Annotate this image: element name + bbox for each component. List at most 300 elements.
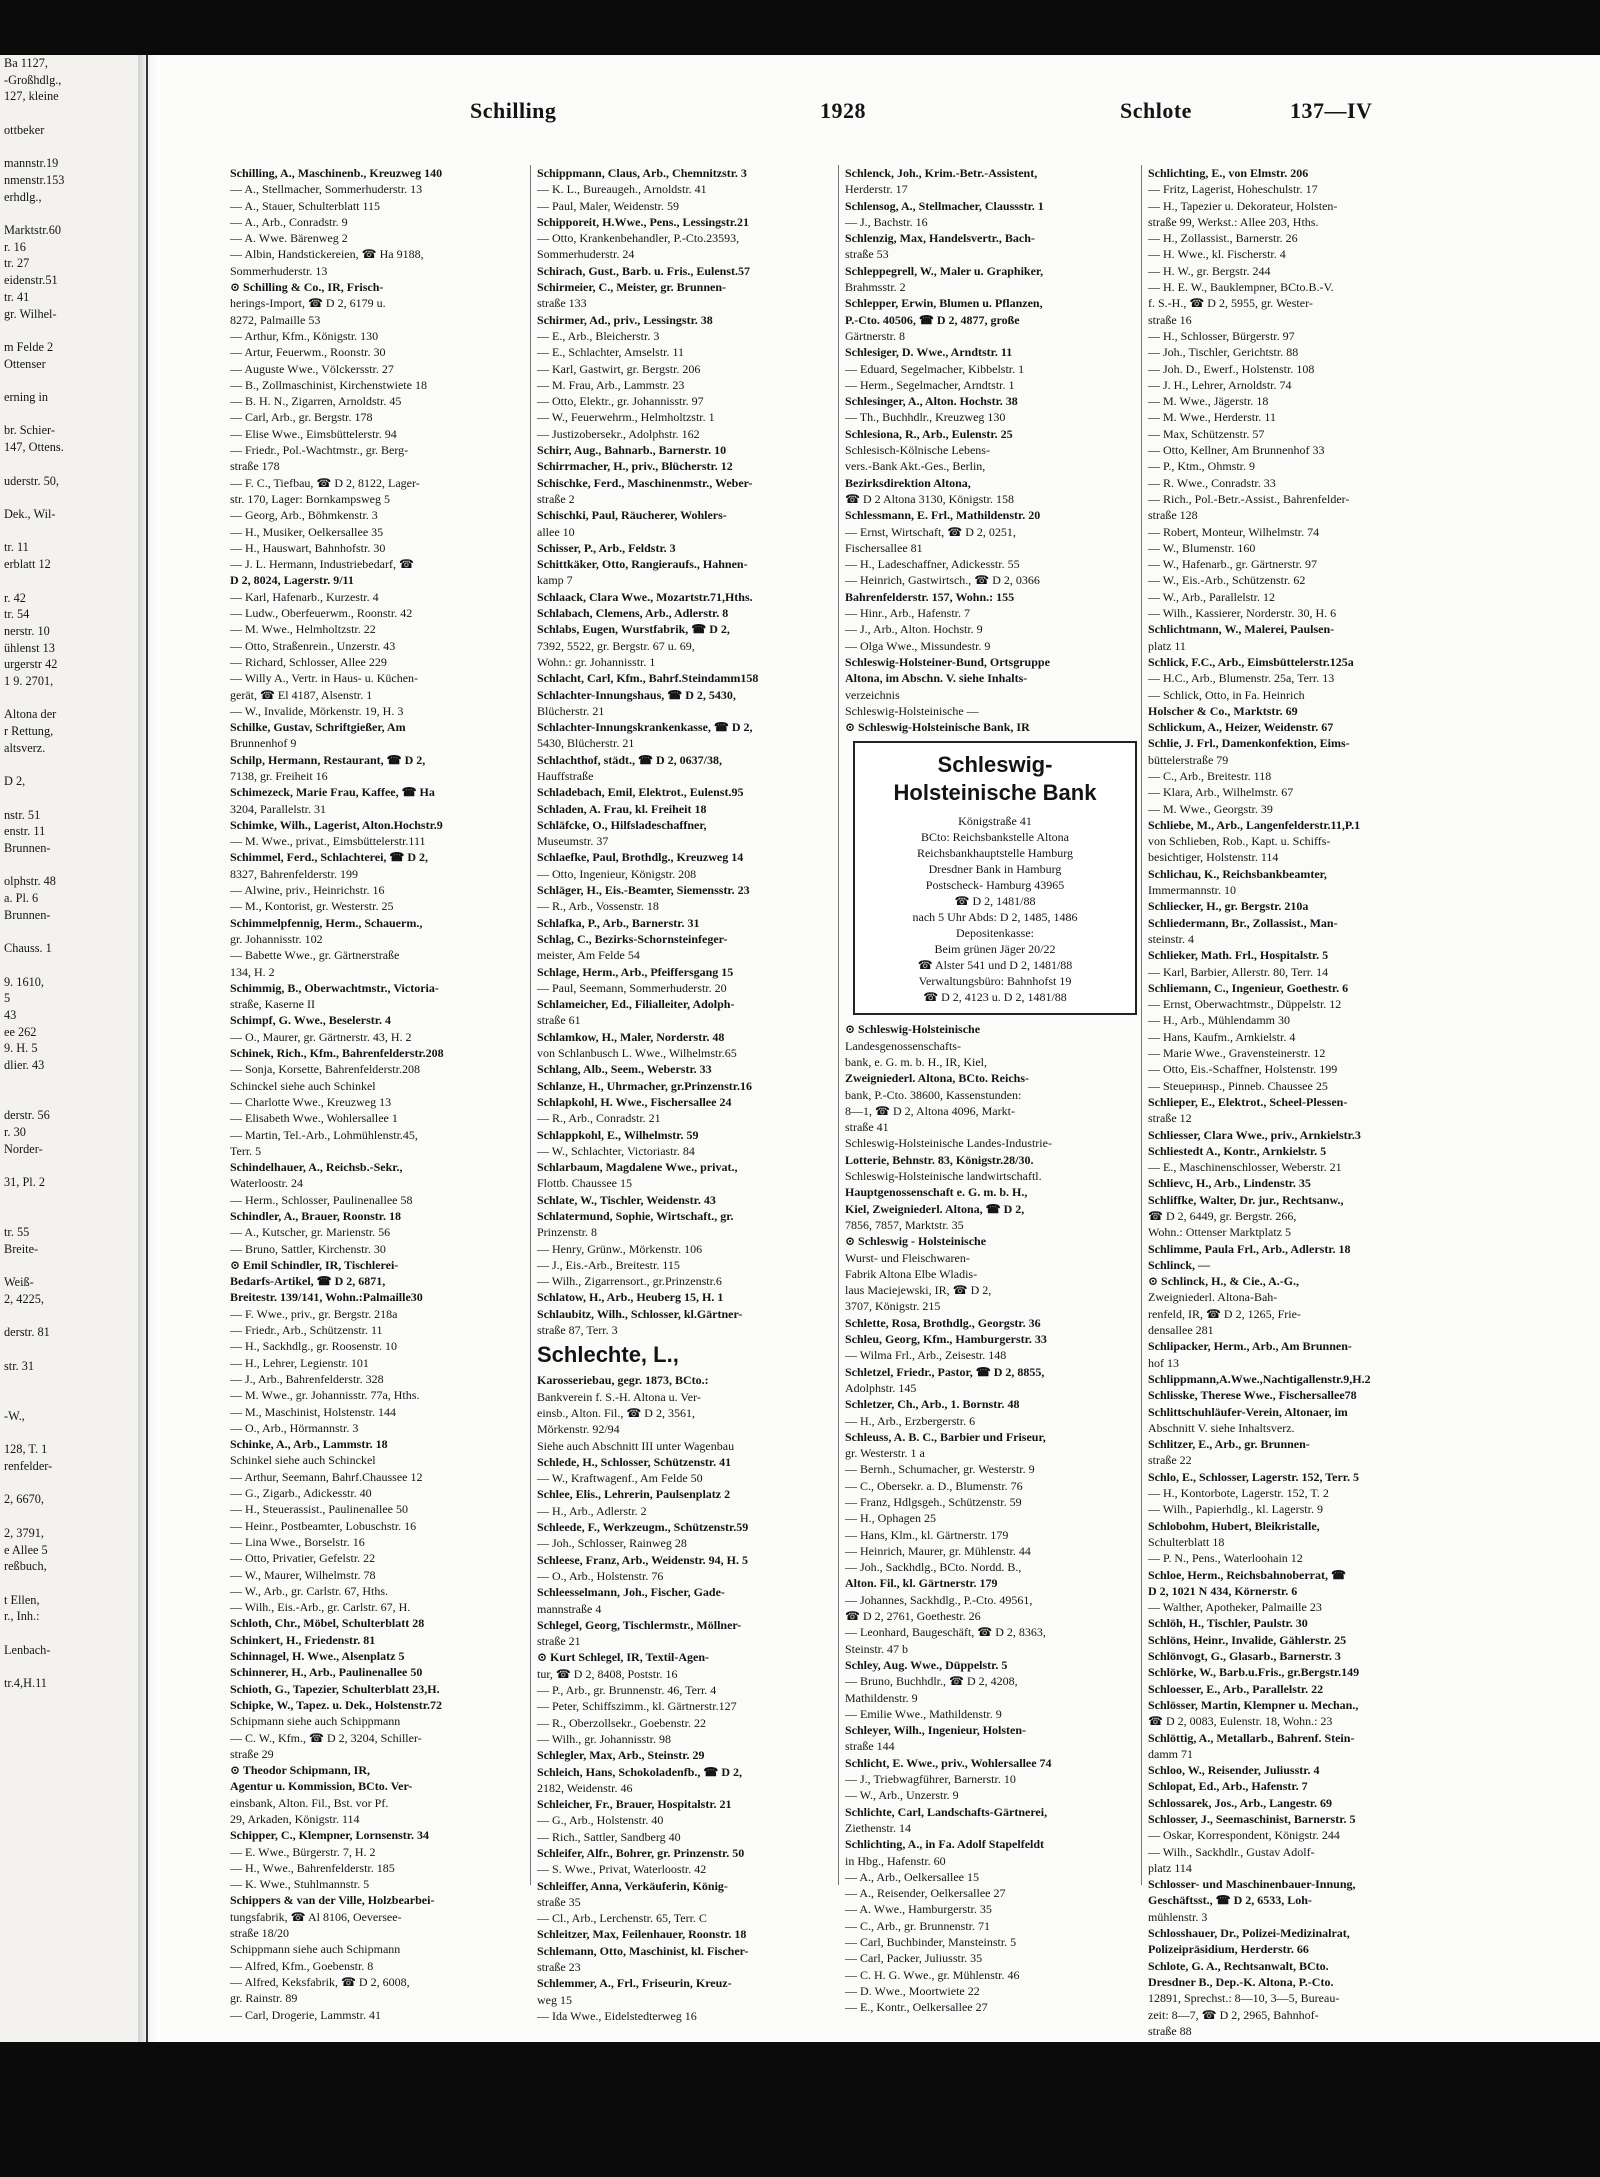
directory-entry-line: 8272, Palmaille 53 <box>230 312 321 327</box>
directory-entry-line: Schläfcke, O., Hilfsladeschaffner, <box>537 817 707 832</box>
directory-entry-line: Schleswig-Holsteinische — <box>845 703 979 718</box>
directory-entry-line: — Steueринsp., Pinneb. Chaussee 25 <box>1148 1078 1328 1093</box>
directory-entry-line: — O., Arb., Holstenstr. 76 <box>537 1568 664 1583</box>
directory-entry-line: Schirrmacher, H., priv., Blücherstr. 12 <box>537 459 733 474</box>
directory-entry-line: — Carl, Drogerie, Lammstr. 41 <box>230 2007 381 2022</box>
directory-entry-line: — W., Arb., Unzerstr. 9 <box>845 1788 959 1803</box>
directory-entry-line: Wohn.: gr. Johannisstr. 1 <box>537 654 656 669</box>
directory-entry-line: Schleswig-Holsteinische landwirtschaftl. <box>845 1169 1042 1184</box>
facing-page-text-fragment: m Felde 2 <box>4 339 54 354</box>
facing-page-text-fragment <box>0 1475 138 1492</box>
directory-entry-line: Schirach, Gust., Barb. u. Fris., Eulenst.57 <box>537 263 751 278</box>
facing-page-text-fragment: D 2, <box>4 774 26 789</box>
directory-entry-line: Gärtnerstr. 8 <box>845 328 905 343</box>
facing-page-text-fragment: -Großhdlg., <box>4 72 62 87</box>
directory-entry-line: platz 114 <box>1148 1860 1192 1875</box>
directory-entry-line: Schladen, A. Frau, kl. Freiheit 18 <box>537 801 707 816</box>
facing-page-text-fragment <box>0 1575 138 1592</box>
directory-entry-line: Schlobohm, Hubert, Bleikristalle, <box>1148 1518 1320 1533</box>
running-head-last-entry: Schlote <box>1120 98 1192 123</box>
directory-entry-line: 3707, Königstr. 215 <box>845 1299 941 1314</box>
directory-entry-line: — O., Arb., Hörmannstr. 3 <box>230 1420 359 1435</box>
directory-entry-line: — Marie Wwe., Gravensteinerstr. 12 <box>1148 1046 1326 1061</box>
facing-page-text-fragment: 43 <box>4 1008 17 1023</box>
directory-column-1 <box>230 165 530 2023</box>
directory-entry-line: renfeld, IR, ☎ D 2, 1265, Frie- <box>1148 1306 1301 1321</box>
directory-entry-line: — Bruno, Buchhdlr., ☎ D 2, 4208, <box>845 1674 1018 1689</box>
directory-entry-line: herings-Import, ☎ D 2, 6179 u. <box>230 296 386 311</box>
directory-entry-line: Lotterie, Behnstr. 83, Königstr.28/30. <box>845 1152 1034 1167</box>
directory-entry-line: — Ida Wwe., Eidelstedterweg 16 <box>537 2008 697 2023</box>
directory-entry-line: Mörkenstr. 92/94 <box>537 1422 620 1437</box>
facing-page-text-fragment <box>0 489 138 506</box>
directory-entry-line: Landesgenossenschafts- <box>845 1038 961 1053</box>
directory-entry-line: — E., Schlachter, Amselstr. 11 <box>537 345 685 360</box>
directory-entry-line: 3204, Parallelstr. 31 <box>230 801 326 816</box>
directory-entry-line: — Karl, Gastwirt, gr. Bergstr. 206 <box>537 361 701 376</box>
facing-page-text-fragment: erblatt 12 <box>4 557 51 572</box>
facing-page-text-fragment: mannstr.19 <box>4 156 59 171</box>
directory-entry-line: Schlette, Rosa, Brothdlg., Georgstr. 36 <box>845 1315 1041 1330</box>
running-head-first-entry: Schilling <box>470 98 557 123</box>
facing-page-text-fragment <box>0 573 138 590</box>
directory-entry-line: Schisser, P., Arb., Feldstr. 3 <box>537 540 676 555</box>
directory-entry-line: Schlichting, E., von Elmstr. 206 <box>1148 166 1309 180</box>
directory-entry-line: Schippmann siehe auch Schipmann <box>230 1942 401 1957</box>
directory-entry-line: Schleesselmann, Joh., Fischer, Gade- <box>537 1585 725 1600</box>
facing-page-text-fragment: olphstr. 48 <box>4 874 56 889</box>
directory-entry-line: — A., Arb., Oelkersallee 15 <box>845 1869 979 1884</box>
facing-page-text-fragment: 147, Ottens. <box>4 440 64 455</box>
directory-entry-line: platz 11 <box>1148 638 1186 653</box>
ad-title-line: Schleswig- <box>937 752 1053 778</box>
directory-entry-line: straße 18/20 <box>230 1926 289 1941</box>
directory-entry-line: Schimpf, G. Wwe., Beselerstr. 4 <box>230 1013 391 1028</box>
directory-entry-line: Schlessmann, E. Frl., Mathildenstr. 20 <box>845 508 1041 523</box>
directory-entry-line: gr. Johannisstr. 102 <box>230 931 323 946</box>
directory-entry-line: — Karl, Hafenarb., Kurzestr. 4 <box>230 589 379 604</box>
facing-page-text-fragment <box>0 1208 138 1225</box>
directory-entry-line: — Ludw., Oberfeuerwm., Roonstr. 42 <box>230 606 413 621</box>
facing-page-text-fragment: nmenstr.153 <box>4 172 65 187</box>
directory-entry-line: Schinkel siehe auch Schinckel <box>230 1453 376 1468</box>
directory-entry-line: 2182, Weidenstr. 46 <box>537 1780 633 1795</box>
directory-entry-line: — H., Arb., Mühlendamm 30 <box>1148 1013 1290 1028</box>
directory-entry-line: Adolphstr. 145 <box>845 1380 917 1395</box>
directory-entry-line: Steinstr. 47 b <box>845 1641 909 1656</box>
directory-entry-line: — Wilh., Eis.-Arb., gr. Carlstr. 67, H. <box>230 1600 411 1615</box>
directory-entry-line: — Sonja, Korsette, Bahrenfelderstr.208 <box>230 1062 420 1077</box>
directory-entry-line: — A., Kutscher, gr. Marienstr. 56 <box>230 1225 391 1240</box>
directory-entry-line: Karosseriebau, gegr. 1873, BCto.: <box>537 1373 709 1388</box>
directory-entry-line: Blücherstr. 21 <box>537 703 605 718</box>
directory-entry-line: — J. L. Hermann, Industriebedarf, ☎ <box>230 557 414 572</box>
directory-entry-line: — E., Maschinenschlosser, Weberstr. 21 <box>1148 1160 1342 1175</box>
ad-line: BCto: Reichsbankstelle Altona <box>921 830 1069 845</box>
facing-page-text-fragment: r., Inh.: <box>4 1609 40 1624</box>
directory-entry-line: Schilling, A., Maschinenb., Kreuzweg 140 <box>230 166 443 180</box>
facing-page-text-fragment <box>0 1191 138 1208</box>
directory-entry-line: Schlöns, Heinr., Invalide, Gählerstr. 25 <box>1148 1632 1347 1647</box>
directory-entry-line: — Klara, Arb., Wilhelmstr. 67 <box>1148 785 1294 800</box>
directory-entry-line: — K. Wwe., Stuhlmannstr. 5 <box>230 1877 370 1892</box>
directory-entry-line: — Robert, Monteur, Wilhelmstr. 74 <box>1148 524 1320 539</box>
directory-entry-line: — Herm., Segelmacher, Arndtstr. 1 <box>845 377 1015 392</box>
directory-entry-line: Schlatermund, Sophie, Wirtschaft., gr. <box>537 1209 734 1223</box>
facing-page-text-fragment <box>0 1659 138 1676</box>
ad-line: Beim grünen Jäger 20/22 <box>934 942 1056 957</box>
facing-page-text-fragment: 2, 3791, <box>4 1525 44 1540</box>
directory-entry-line: Schinek, Rich., Kfm., Bahrenfelderstr.208 <box>230 1046 444 1061</box>
directory-entry-line: — R., Arb., Vossenstr. 18 <box>537 899 659 914</box>
directory-entry-line: Agentur u. Kommission, BCto. Ver- <box>230 1779 413 1794</box>
directory-entry-line: — J. H., Lehrer, Arnoldstr. 74 <box>1148 377 1292 392</box>
directory-entry-line: — Richard, Schlosser, Allee 229 <box>230 654 387 669</box>
facing-page-text-fragment: 2, 6670, <box>4 1492 44 1507</box>
facing-page-text-fragment: derstr. 81 <box>4 1325 50 1340</box>
directory-entry-line: — Friedr., Pol.-Wachtmstr., gr. Berg- <box>230 443 409 458</box>
directory-entry-line: in Hbg., Hafenstr. 60 <box>845 1853 946 1868</box>
ad-line: Königstraße 41 <box>958 814 1032 829</box>
facing-page-text-fragment: tr. 27 <box>4 256 30 271</box>
directory-entry-line: 7392, 5522, gr. Bergstr. 67 u. 69, <box>537 638 695 653</box>
running-head-year: 1928 <box>820 98 866 123</box>
facing-page-text-fragment: r. 16 <box>4 239 26 254</box>
directory-entry-line: Schimmig, B., Oberwachtmstr., Victoria- <box>230 980 439 995</box>
directory-entry-line: Schlipacker, Herm., Arb., Am Brunnen- <box>1148 1339 1352 1354</box>
directory-entry-line: Holscher & Co., Marktstr. 69 <box>1148 703 1298 718</box>
facing-page-text-fragment: 9. 1610, <box>4 974 44 989</box>
directory-entry-line: Schischki, Paul, Räucherer, Wohlers- <box>537 508 727 523</box>
directory-entry-line: ⊙ Schilling & Co., IR, Frisch- <box>230 280 384 295</box>
directory-entry-line: — Charlotte Wwe., Kreuzweg 13 <box>230 1094 392 1109</box>
directory-entry-line: straße 133 <box>537 296 587 311</box>
directory-entry-line: — Otto, Straßenrein., Unzerstr. 43 <box>230 638 396 653</box>
directory-entry-line: — M. Wwe., Herderstr. 11 <box>1148 410 1276 425</box>
facing-page-text-fragment <box>0 924 138 941</box>
directory-entry-line: laus Maciejewski, IR, ☎ D 2, <box>845 1283 992 1298</box>
directory-entry-line: Wurst- und Fleischwaren- <box>845 1250 970 1265</box>
directory-entry-line: — Elise Wwe., Eimsbüttelerstr. 94 <box>230 426 397 441</box>
facing-page-text-fragment <box>0 1391 138 1408</box>
facing-page-text-fragment: Altona der <box>4 707 57 722</box>
directory-entry-line: — J., Eis.-Arb., Breitestr. 115 <box>537 1257 680 1272</box>
directory-entry-line: — Wilh., gr. Johannisstr. 98 <box>537 1731 671 1746</box>
directory-entry-line: hof 13 <box>1148 1355 1179 1370</box>
directory-entry-line: — Hans, Kaufm., Arnkielstr. 4 <box>1148 1029 1296 1044</box>
directory-entry-line: — G., Arb., Holstenstr. 40 <box>537 1813 664 1828</box>
directory-entry-line: Schlimme, Paula Frl., Arb., Adlerstr. 18 <box>1148 1241 1351 1256</box>
directory-column-2 <box>537 165 837 2024</box>
directory-entry-line: — H., Ladeschaffner, Adickesstr. 55 <box>845 557 1020 572</box>
directory-entry-line: — Wilh., Sackhdlr., Gustav Adolf- <box>1148 1844 1315 1859</box>
directory-entry-line: Schlabach, Clemens, Arb., Adlerstr. 8 <box>537 606 729 621</box>
directory-entry-line: Brahmsstr. 2 <box>845 280 906 295</box>
directory-entry-line: Schulterblatt 18 <box>1148 1534 1225 1549</box>
directory-entry-line: — F. Wwe., priv., gr. Bergstr. 218a <box>230 1306 398 1321</box>
facing-page-text-fragment: br. Schier- <box>4 423 55 438</box>
directory-entry-line: — Alfred, Kfm., Goebenstr. 8 <box>230 1958 374 1973</box>
directory-entry-line: Schlechte, L., <box>537 1342 679 1368</box>
directory-entry-line: — Max, Schützenstr. 57 <box>1148 426 1265 441</box>
facing-page-text-fragment: -W., <box>4 1408 25 1423</box>
directory-entry-line: — O., Maurer, gr. Gärtnerstr. 43, H. 2 <box>230 1029 412 1044</box>
directory-entry-line: Schindler, A., Brauer, Roonstr. 18 <box>230 1209 402 1223</box>
directory-entry-line: Schlepper, Erwin, Blumen u. Pflanzen, <box>845 296 1043 311</box>
directory-entry-line: — P., Arb., gr. Brunnenstr. 46, Terr. 4 <box>537 1683 717 1698</box>
directory-entry-line: straße 87, Terr. 3 <box>537 1323 618 1338</box>
facing-page-text-fragment: Chauss. 1 <box>4 941 52 956</box>
directory-entry-line: Schlickum, A., Heizer, Weidenstr. 67 <box>1148 720 1334 735</box>
facing-page-text-fragment: uderstr. 50, <box>4 473 59 488</box>
directory-entry-line: — Babette Wwe., gr. Gärtnerstraße <box>230 948 400 963</box>
directory-entry-line: — W., Maurer, Wilhelmstr. 78 <box>230 1567 376 1582</box>
directory-entry-line: Schlieker, Math. Frl., Hospitalstr. 5 <box>1148 948 1329 963</box>
directory-entry-line: — Carl, Buchbinder, Mansteinstr. 5 <box>845 1935 1017 1950</box>
ad-line: Reichsbankhauptstelle Hamburg <box>916 846 1074 861</box>
directory-entry-line: — Herm., Schlosser, Paulinenallee 58 <box>230 1192 413 1207</box>
directory-entry-line: Schlesiger, D. Wwe., Arndtstr. 11 <box>845 345 1013 360</box>
facing-page-text-fragment: nstr. 51 <box>4 807 41 822</box>
directory-entry-line: Schilp, Hermann, Restaurant, ☎ D 2, <box>230 752 426 767</box>
facing-page-text-fragment: Ottenser <box>4 356 46 371</box>
directory-entry-line: — W., Arb., Parallelstr. 12 <box>1148 589 1275 604</box>
directory-entry-line: — A., Arb., Conradstr. 9 <box>230 214 348 229</box>
directory-entry-line: — H., Kontorbote, Lagerstr. 152, T. 2 <box>1148 1486 1329 1501</box>
facing-page-text-fragment: Lenbach- <box>4 1642 51 1657</box>
directory-entry-line: straße 29 <box>230 1746 274 1761</box>
directory-entry-line: — Hans, Klm., kl. Gärtnerstr. 179 <box>845 1527 1009 1542</box>
directory-entry-line: Museumstr. 37 <box>537 834 609 849</box>
directory-entry-line: — Georg, Arb., Böhmkenstr. 3 <box>230 508 378 523</box>
directory-entry-line: Siehe auch Abschnitt III unter Wagenbau <box>537 1438 735 1453</box>
directory-entry-line: Schlo, E., Schlosser, Lagerstr. 152, Terr. 5 <box>1148 1469 1360 1484</box>
directory-entry-line: Schlegel, Georg, Tischlermstr., Möllner- <box>537 1617 742 1632</box>
directory-entry-line: gr. Rainstr. 89 <box>230 1991 298 2006</box>
directory-entry-line: Hauptgenossenschaft e. G. m. b. H., <box>845 1185 1028 1200</box>
facing-page-text-fragment: 127, kleine <box>4 89 59 104</box>
directory-column-4 <box>1148 165 1448 2039</box>
directory-entry-line: — H., Arb., Adlerstr. 2 <box>537 1503 647 1518</box>
facing-page-text-fragment <box>0 1375 138 1392</box>
facing-page-text-fragment: urgerstr 42 <box>4 657 58 672</box>
facing-page-text-fragment <box>0 1091 138 1108</box>
directory-entry-line: Schlöh, H., Tischler, Paulstr. 30 <box>1148 1616 1308 1631</box>
directory-entry-line: Schipmann siehe auch Schippmann <box>230 1714 401 1729</box>
directory-entry-line: Fischersallee 81 <box>845 540 923 555</box>
directory-entry-line: — A., Reisender, Oelkersallee 27 <box>845 1886 1006 1901</box>
gutter-shadow-line <box>146 55 148 2042</box>
facing-page-text-fragment <box>0 790 138 807</box>
directory-entry-line: — G., Zigarb., Adickesstr. 40 <box>230 1486 372 1501</box>
directory-entry-line: — Rich., Pol.-Betr.-Assist., Bahrenfelder- <box>1148 491 1350 506</box>
directory-entry-line: Schlesiona, R., Arb., Eulenstr. 25 <box>845 426 1013 441</box>
directory-entry-line: Schlicht, E. Wwe., priv., Wohlersallee 74 <box>845 1755 1052 1770</box>
directory-entry-line: Schipporeit, H.Wwe., Pens., Lessingstr.21 <box>537 214 750 229</box>
directory-entry-line: Schischke, Ferd., Maschinenmstr., Weber- <box>537 475 753 490</box>
book-gutter <box>138 55 160 2042</box>
ad-line: Verwaltungsbüro: Bahnhofst 19 <box>918 974 1072 989</box>
facing-page-text-fragment: Weiß- <box>4 1275 34 1290</box>
directory-entry-line: Schlöttig, A., Metallarb., Bahrenf. Stein- <box>1148 1730 1355 1745</box>
directory-entry-line: — W., Blumenstr. 160 <box>1148 540 1256 555</box>
directory-entry-line: Schlameicher, Ed., Filialleiter, Adolph- <box>537 997 735 1012</box>
directory-entry-line: — P. N., Pens., Waterloohain 12 <box>1148 1551 1303 1566</box>
directory-entry-line: Schlafka, P., Arb., Barnerstr. 31 <box>537 915 700 930</box>
ad-title <box>861 751 1129 807</box>
facing-page-text-fragment <box>0 406 138 423</box>
scan-background-top <box>0 0 1600 55</box>
directory-entry-line: Schlösser, Martin, Klempner u. Mechan., <box>1148 1697 1359 1712</box>
page-number: 137—IV <box>1290 98 1373 123</box>
directory-entry-line: — H., Musiker, Oelkersallee 35 <box>230 524 384 539</box>
directory-entry-line: straße, Kaserne II <box>230 997 315 1012</box>
directory-entry-line: — Joh., Schlosser, Rainweg 28 <box>537 1536 687 1551</box>
directory-entry-line: straße 16 <box>1148 312 1192 327</box>
facing-page-text-fragment: erning in <box>4 390 49 405</box>
facing-page-text-fragment: tr.4,H.11 <box>4 1676 47 1691</box>
directory-entry-line: Flottb. Chaussee 15 <box>537 1176 632 1191</box>
directory-entry-line: ⊙ Schleswig-Holsteinische Bank, IR <box>845 720 1030 735</box>
directory-entry-line: Schinke, A., Arb., Lammstr. 18 <box>230 1437 388 1452</box>
directory-entry-line: — H., Hauswart, Bahnhofstr. 30 <box>230 540 386 555</box>
directory-entry-line: — Arthur, Seemann, Bahrf.Chaussee 12 <box>230 1469 423 1484</box>
directory-entry-line: — Carl, Packer, Juliusstr. 35 <box>845 1951 983 1966</box>
directory-entry-line: Schlisske, Therese Wwe., Fischersallee78 <box>1148 1388 1357 1403</box>
directory-entry-line: Schipke, W., Tapez. u. Dek., Holstenstr.72 <box>230 1697 442 1712</box>
directory-entry-line: — Bruno, Sattler, Kirchenstr. 30 <box>230 1241 386 1256</box>
facing-page-text-fragment: erhdlg., <box>4 189 42 204</box>
directory-entry-line: — Ernst, Wirtschaft, ☎ D 2, 0251, <box>845 524 1016 539</box>
directory-entry-line: 8327, Bahrenfelderstr. 199 <box>230 866 358 881</box>
directory-entry-line: Schimke, Wilh., Lagerist, Alton.Hochstr.9 <box>230 817 443 832</box>
directory-entry-line: 5430, Blücherstr. 21 <box>537 736 635 751</box>
directory-entry-line: Schlatow, H., Arb., Heuberg 15, H. 1 <box>537 1290 724 1305</box>
directory-entry-line: — Otto, Krankenbehandler, P.-Cto.23593, <box>537 231 740 246</box>
directory-entry-line: — H., Lehrer, Legienstr. 101 <box>230 1355 369 1370</box>
directory-entry-line: Schliesser, Clara Wwe., priv., Arnkielstr.3 <box>1148 1127 1361 1142</box>
directory-entry-line: vers.-Bank Akt.-Ges., Berlin, <box>845 459 986 474</box>
facing-page-text-fragment: tr. 11 <box>4 540 29 555</box>
facing-page-text-fragment: r. 42 <box>4 590 26 605</box>
directory-entry-line: Schlaefke, Paul, Brothdlg., Kreuzweg 14 <box>537 850 744 865</box>
ad-line: nach 5 Uhr Abds: D 2, 1485, 1486 <box>912 910 1078 925</box>
directory-entry-line: — M. Wwe., privat., Eimsbüttelerstr.111 <box>230 834 426 849</box>
directory-entry-line: meister, Am Felde 54 <box>537 948 640 963</box>
directory-entry-line: 134, H. 2 <box>230 964 275 979</box>
directory-entry-line: Schleswig-Holsteiner-Bund, Ortsgruppe <box>845 654 1050 669</box>
ad-line: ☎ Alster 541 und D 2, 1481/88 <box>917 958 1073 973</box>
directory-entry-line: Schlabs, Eugen, Wurstfabrik, ☎ D 2, <box>537 622 730 637</box>
directory-entry-line: Schleich, Hans, Schokoladenfb., ☎ D 2, <box>537 1764 742 1779</box>
directory-entry-line: Schlönvogt, G., Glasarb., Barnerstr. 3 <box>1148 1649 1341 1664</box>
directory-entry-line: straße 99, Werkst.: Allee 203, Hths. <box>1148 214 1319 229</box>
directory-entry-line: — Otto, Kellner, Am Brunnenhof 33 <box>1148 443 1325 458</box>
directory-entry-line: Schloth, Chr., Möbel, Schulterblatt 28 <box>230 1616 425 1631</box>
directory-entry-line: ☎ D 2 Altona 3130, Königstr. 158 <box>845 491 1014 506</box>
facing-page-text-fragment: nerstr. 10 <box>4 623 50 638</box>
directory-entry-line: Schloe, Herm., Reichsbahnoberrat, ☎ <box>1148 1567 1346 1582</box>
directory-entry-line: — K. L., Bureaugeh., Arnoldstr. 41 <box>537 182 707 197</box>
directory-entry-line: Schlachter-Innungshaus, ☎ D 2, 5430, <box>537 687 736 702</box>
directory-entry-line: — Hinr., Arb., Hafenstr. 7 <box>845 606 970 621</box>
directory-entry-line: ☎ D 2, 6449, gr. Bergstr. 266, <box>1148 1209 1297 1223</box>
directory-entry-line: Bankverein f. S.-H. Altona u. Ver- <box>537 1389 701 1404</box>
directory-entry-line: — E., Kontr., Oelkersallee 27 <box>845 2000 988 2015</box>
facing-page-text-fragment: Brunnen- <box>4 841 51 856</box>
directory-entry-line: bank, e. G. m. b. H., IR, Kiel, <box>845 1054 987 1069</box>
directory-entry-line: — Eduard, Segelmacher, Kibbelstr. 1 <box>845 361 1025 376</box>
directory-entry-line: Schloesser, E., Arb., Parallelstr. 22 <box>1148 1681 1324 1696</box>
directory-entry-line: Brunnenhof 9 <box>230 736 297 751</box>
directory-entry-line: — Joh., Tischler, Gerichtstr. 88 <box>1148 345 1299 360</box>
directory-entry-line: straße 61 <box>537 1013 581 1028</box>
facing-page-text-fragment: gr. Wilhel- <box>4 306 57 321</box>
page-header <box>190 98 1420 138</box>
directory-entry-line: Schlenzig, Max, Handelsvertr., Bach- <box>845 231 1035 246</box>
directory-entry-line: densallee 281 <box>1148 1323 1214 1338</box>
directory-entry-line: — Joh. D., Ewerf., Holstenstr. 108 <box>1148 361 1315 376</box>
directory-entry-line: — Elisabeth Wwe., Wohlersallee 1 <box>230 1111 398 1126</box>
directory-entry-line: Schlamkow, H., Maler, Norderstr. 48 <box>537 1029 725 1044</box>
facing-page-text-fragment <box>0 322 138 339</box>
facing-page-text-fragment: altsverz. <box>4 740 46 755</box>
directory-entry-line: Dresdner B., Dep.-K. Altona, P.-Cto. <box>1148 1974 1334 1989</box>
directory-entry-line: Waterloostr. 24 <box>230 1176 304 1191</box>
directory-entry-line: P.-Cto. 40506, ☎ D 2, 4877, große <box>845 312 1020 327</box>
directory-entry-line: Schlenck, Joh., Krim.-Betr.-Assistent, <box>845 166 1038 180</box>
directory-entry-line: — D. Wwe., Moortwiete 22 <box>845 1983 980 1998</box>
directory-entry-line: straße 12 <box>1148 1111 1192 1126</box>
directory-entry-line: Schlapkohl, H. Wwe., Fischersallee 24 <box>537 1094 732 1109</box>
directory-column-3 <box>845 165 1145 2016</box>
directory-entry-line: Schleitzer, Max, Feilenhauer, Roonstr. 18 <box>537 1927 747 1942</box>
directory-entry-line: 7856, 7857, Marktstr. 35 <box>845 1217 964 1232</box>
directory-entry-line: Schlosser- und Maschinenbauer-Innung, <box>1148 1877 1356 1892</box>
directory-entry-line: Schimmel, Ferd., Schlachterei, ☎ D 2, <box>230 850 429 865</box>
directory-entry-line: Schlick, F.C., Arb., Eimsbüttelerstr.125a <box>1148 654 1354 669</box>
directory-entry-line: ⊙ Schleswig - Holsteinische <box>845 1234 987 1249</box>
directory-entry-line: straße 35 <box>537 1894 581 1909</box>
directory-entry-line: — H., Steuerassist., Paulinenallee 50 <box>230 1502 408 1517</box>
directory-entry-line: Zweigniederl. Altona, BCto. Reichs- <box>845 1071 1029 1086</box>
directory-entry-line: — W., Feuerwehrm., Helmholtzstr. 1 <box>537 410 715 425</box>
directory-entry-line: — Otto, Eis.-Schaffner, Holstenstr. 199 <box>1148 1062 1338 1077</box>
directory-entry-line: Geschäftsst., ☎ D 2, 6533, Loh- <box>1148 1893 1312 1908</box>
directory-entry-line: gr. Westerstr. 1 a <box>845 1446 925 1461</box>
directory-entry-line: — W., Kraftwagenf., Am Felde 50 <box>537 1471 703 1486</box>
directory-entry-line: Schimmelpfennig, Herm., Schauerm., <box>230 915 423 930</box>
facing-page-text-fragment: reßbuch, <box>4 1559 47 1574</box>
directory-entry-line: mühlenstr. 3 <box>1148 1909 1208 1924</box>
directory-entry-line: Prinzenstr. 8 <box>537 1225 597 1240</box>
ad-title-line: Holsteinische Bank <box>893 780 1097 806</box>
directory-entry-line: — Wilh., Zigarrensort., gr.Prinzenstr.6 <box>537 1274 722 1289</box>
ad-line: Dresdner Bank in Hamburg <box>928 862 1062 877</box>
directory-entry-line: Schliestedt A., Kontr., Arnkielstr. 5 <box>1148 1143 1327 1158</box>
directory-entry-line: — Franz, Hdlgsgeh., Schützenstr. 59 <box>845 1495 1022 1509</box>
directory-entry-line: — W., Hafenarb., gr. Gärtnerstr. 97 <box>1148 557 1317 572</box>
directory-entry-line: Schlesisch-Kölnische Lebens- <box>845 443 990 458</box>
directory-entry-line: — W., Invalide, Mörkenstr. 19, H. 3 <box>230 703 404 718</box>
directory-entry-line: Schlage, Herm., Arb., Pfeiffersgang 15 <box>537 964 734 979</box>
directory-entry-line: Bedarfs-Artikel, ☎ D 2, 6871, <box>230 1274 386 1289</box>
directory-entry-line: — P., Ktm., Ohmstr. 9 <box>1148 459 1256 474</box>
facing-page-text-fragment: tr. 54 <box>4 607 30 622</box>
directory-entry-line: straße 2 <box>537 491 575 506</box>
directory-entry-line: — R., Oberzollsekr., Goebenstr. 22 <box>537 1715 706 1730</box>
directory-entry-line: straße 53 <box>845 247 889 262</box>
